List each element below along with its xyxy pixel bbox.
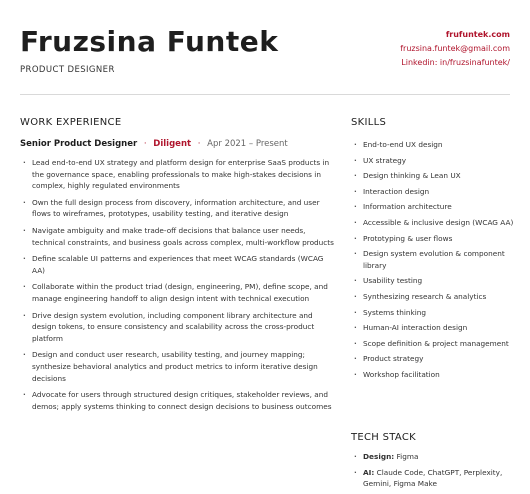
list-item: · Drive design system evolution, including component library architecture and design tokens, to ensure consistency and scalability across the cross-product platform: [20, 310, 335, 345]
list-item: · Advocate for users through structured design critiques, stakeholder reviews, and demos; apply systems thinking to connect design decisions to business outcomes: [20, 389, 335, 412]
email-link[interactable]: fruzsina.funtek@gmail.com: [400, 44, 510, 53]
company-name: Diligent: [153, 139, 192, 149]
list-item: · UX strategy: [351, 155, 516, 167]
website-link[interactable]: frufuntek.com: [445, 30, 510, 39]
job-role: Senior Product Designer: [20, 139, 138, 149]
list-item: · Product strategy: [351, 353, 516, 365]
tech-stack-list: [351, 451, 521, 494]
list-item: [351, 467, 521, 490]
job-dates: Apr 2021 – Present: [207, 139, 288, 149]
list-item: · Lead end-to-end UX strategy and platform design for enterprise SaaS products in the governance space, enabling professionals to make high-stakes decisions in complex, highly regulated environments: [20, 157, 335, 192]
list-item: · Synthesizing research & analytics: [351, 291, 516, 303]
linkedin-link[interactable]: Linkedin: in/fruzsinafuntek/: [401, 58, 510, 67]
list-item: · Design system evolution & component library: [351, 248, 516, 271]
list-item: · Design thinking & Lean UX: [351, 170, 516, 182]
list-item: · Information architecture: [351, 201, 516, 213]
list-item: · Usability testing: [351, 275, 516, 287]
candidate-name: Fruzsina Funtek: [20, 25, 279, 58]
job-title: PRODUCT DESIGNER: [20, 65, 115, 75]
skills-heading: SKILLS: [351, 117, 387, 128]
list-item: · Interaction design: [351, 186, 516, 198]
list-item: · End-to-end UX design: [351, 139, 516, 151]
job-header: [20, 139, 288, 149]
tech-label: AI:: [363, 467, 375, 477]
list-item: · Navigate ambiguity and make trade-off decisions that balance user needs, technical constraints, and business goals across complex, multi-workflow products: [20, 225, 335, 248]
separator: ·: [143, 139, 147, 149]
list-item: · Human-AI interaction design: [351, 322, 516, 334]
work-experience-heading: WORK EXPERIENCE: [20, 117, 122, 128]
tech-label: Design:: [363, 452, 395, 461]
tech-stack-heading: TECH STACK: [351, 432, 416, 443]
list-item: · Design and conduct user research, usability testing, and journey mapping; synthesize behavioral analytics and product metrics to inform iterative design decisions: [20, 349, 335, 384]
responsibilities-list: [20, 157, 335, 417]
list-item: · Define scalable UI patterns and experiences that meet WCAG standards (WCAG AA): [20, 253, 335, 276]
tech-value: Claude Code, ChatGPT, Perplexity, Gemini, Figma Make: [363, 467, 503, 489]
list-item: · Scope definition & project management: [351, 338, 516, 350]
tech-value: Figma: [396, 452, 419, 461]
list-item: · Accessible & inclusive design (WCAG AA): [351, 217, 516, 229]
list-item: · Collaborate within the product triad (design, engineering, PM), define scope, and manage engineering handoff to align design intent with technical execution: [20, 281, 335, 304]
list-item: [351, 451, 521, 463]
contact-block: [400, 28, 510, 70]
header-divider: [20, 94, 510, 95]
list-item: · Own the full design process from discovery, information architecture, and user flows to wireframes, prototypes, usability testing, and iterative design: [20, 197, 335, 220]
list-item: · Systems thinking: [351, 307, 516, 319]
separator: ·: [197, 139, 201, 149]
skills-list: [351, 139, 516, 385]
list-item: · Prototyping & user flows: [351, 233, 516, 245]
list-item: · Workshop facilitation: [351, 369, 516, 381]
